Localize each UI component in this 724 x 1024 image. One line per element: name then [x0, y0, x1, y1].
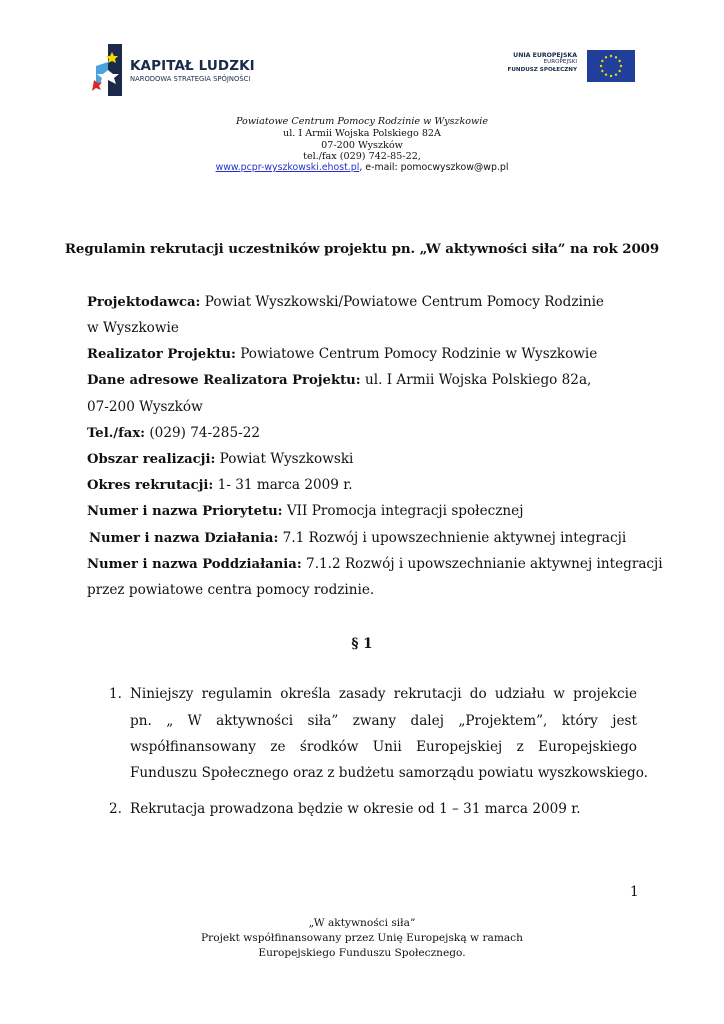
- eu-logo: [493, 44, 639, 90]
- footer-line1: „W aktywności siła”: [308, 917, 416, 929]
- kapital-ludzki-subtitle: NARODOWA STRATEGIA SPÓJNOŚCI: [130, 75, 251, 83]
- kapital-ludzki-emblem-icon: [92, 44, 126, 96]
- label: Dane adresowe Realizatora Projektu:: [87, 373, 361, 388]
- letterhead-street: ul. I Armii Wojska Polskiego 82A: [283, 128, 441, 139]
- kapital-ludzki-title: KAPITAŁ LUDZKI: [130, 58, 255, 74]
- letterhead-org: Powiatowe Centrum Pomocy Rodzinie w Wyszkowie: [235, 116, 489, 127]
- label: Realizator Projektu:: [87, 347, 236, 362]
- eu-flag-icon: [587, 50, 635, 82]
- info-poddzialanie: [87, 555, 663, 574]
- label: Numer i nazwa Priorytetu:: [87, 504, 283, 519]
- list-item-line: Niniejszy regulamin określa zasady rekrutacji do udziału w projekcie: [130, 686, 637, 702]
- value: 7.1.2 Rozwój i upowszechnianie aktywnej integracji: [301, 556, 663, 572]
- info-obszar: [87, 450, 353, 469]
- info-dzialanie: [89, 529, 626, 548]
- eu-star-icon: [615, 73, 617, 75]
- footer-line3: Europejskiego Funduszu Społecznego.: [258, 947, 466, 959]
- label: Projektodawca:: [87, 295, 201, 310]
- label: Obszar realizacji:: [87, 452, 216, 467]
- letterhead-city: 07-200 Wyszków: [321, 140, 403, 151]
- value: VII Promocja integracji społecznej: [282, 503, 524, 519]
- email-text: , e-mail: pomocwyszkow@wp.pl: [359, 162, 509, 173]
- eu-star-icon: [620, 65, 622, 67]
- eu-star-icon: [600, 65, 602, 67]
- section-heading: [0, 636, 724, 652]
- info-priorytet: [87, 502, 523, 521]
- eu-logo-line2: EUROPEJSKI: [543, 59, 577, 66]
- label: Numer i nazwa Działania:: [89, 531, 279, 546]
- value: Powiat Wyszkowski/Powiatowe Centrum Pomocy Rodzinie: [200, 294, 604, 310]
- list-item-line: współfinansowany ze środków Unii Europejskiej z Europejskiego: [130, 739, 637, 755]
- website-link[interactable]: www.pcpr-wyszkowski.ehost.pl: [215, 162, 360, 173]
- info-dane-adresowe: [87, 371, 591, 390]
- eu-logo-line1: UNIA EUROPEJSKA: [513, 52, 577, 59]
- value: 7.1 Rozwój i upowszechnienie aktywnej integracji: [278, 530, 627, 546]
- kapital-ludzki-logo: [92, 44, 272, 96]
- value: ul. I Armii Wojska Polskiego 82a,: [360, 372, 592, 388]
- footer-line2: Projekt współfinansowany przez Unię Europejską w ramach: [201, 932, 523, 944]
- eu-star-icon: [610, 75, 612, 77]
- letterhead-phone: tel./fax (029) 742-85-22,: [303, 151, 421, 162]
- value: Powiat Wyszkowski: [215, 451, 354, 467]
- letterhead-contact: [0, 162, 724, 174]
- label: Numer i nazwa Poddziałania:: [87, 557, 302, 572]
- info-projektodawca-cont: w Wyszkowie: [87, 320, 179, 336]
- eu-logo-line3: FUNDUSZ SPOŁECZNY: [507, 66, 577, 73]
- list-item-line: pn. „ W aktywności siła” zwany dalej „Projektem”, który jest: [130, 713, 637, 729]
- info-okres: [87, 476, 353, 495]
- info-realizator: [87, 345, 597, 364]
- info-tel-fax: [87, 424, 260, 443]
- eu-star-icon: [615, 56, 617, 58]
- label: Okres rekrutacji:: [87, 478, 214, 493]
- eu-star-icon: [605, 56, 607, 58]
- value: 1- 31 marca 2009 r.: [213, 477, 353, 493]
- eu-star-icon: [610, 55, 612, 57]
- info-poddzialanie-cont: przez powiatowe centra pomocy rodzinie.: [87, 582, 375, 598]
- eu-star-icon: [601, 60, 603, 62]
- info-dane-cont: 07-200 Wyszków: [87, 399, 203, 415]
- info-projektodawca: [87, 293, 604, 312]
- value: Powiatowe Centrum Pomocy Rodzinie w Wyszkowie: [235, 346, 598, 362]
- list-item-number: 1.: [109, 686, 122, 702]
- eu-star-icon: [601, 70, 603, 72]
- list-item-line: Funduszu Społecznego oraz z budżetu samorządu powiatu wyszkowskiego.: [130, 765, 648, 781]
- eu-star-icon: [605, 73, 607, 75]
- list-item-number: 2.: [109, 801, 122, 817]
- page-number: 1: [630, 884, 639, 900]
- document-title: Regulamin rekrutacji uczestników projektu pn. „W aktywności siła” na rok 2009: [64, 241, 660, 257]
- label: Tel./fax:: [87, 426, 146, 441]
- list-item-line: Rekrutacja prowadzona będzie w okresie od 1 – 31 marca 2009 r.: [130, 801, 581, 817]
- eu-star-icon: [618, 70, 620, 72]
- eu-logo-text: [508, 52, 577, 74]
- eu-star-icon: [618, 60, 620, 62]
- value: (029) 74-285-22: [145, 425, 260, 441]
- section-symbol: § 1: [351, 636, 373, 652]
